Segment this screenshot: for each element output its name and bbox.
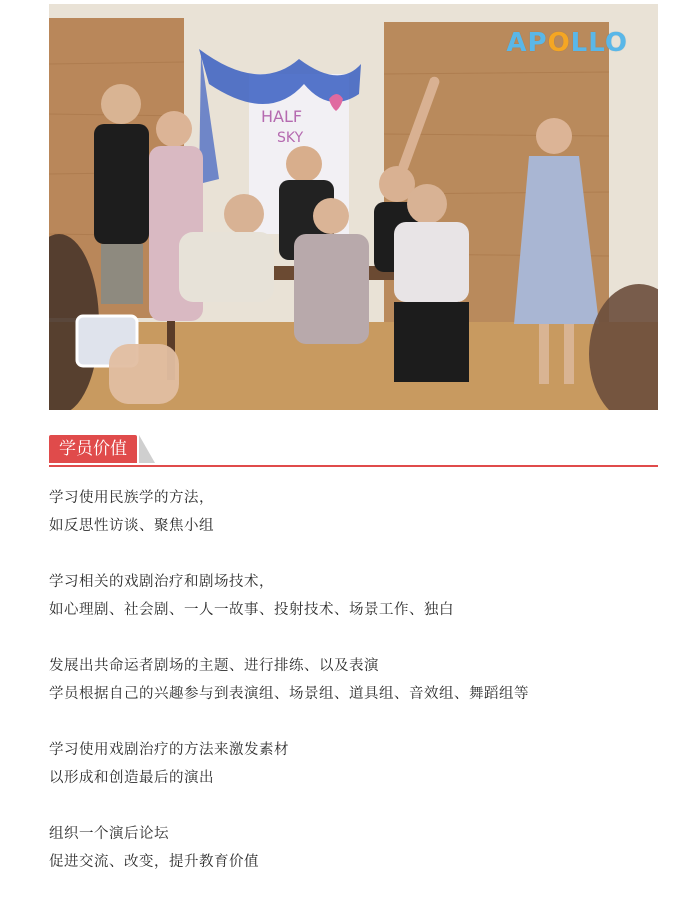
rehearsal-photo [49,4,658,410]
list-item-line: 组织一个演后论坛 [49,826,169,842]
list-item-line: 促进交流、改变，提升教育价值 [49,854,259,870]
section-header [49,435,658,467]
list-item [49,652,669,708]
section-title: 学员价值 [49,435,137,463]
list-item-line: 学员根据自己的兴趣参与到表演组、场景组、道具组、音效组、舞蹈组等 [49,686,529,702]
section-tab-wedge [139,435,155,463]
apollo-logo: APOLLO [506,28,628,58]
list-item-line: 学习使用民族学的方法， [49,490,214,506]
list-item-line: 学习相关的戏剧治疗和剧场技术， [49,574,274,590]
list-item-line: 学习使用戏剧治疗的方法来激发素材 [49,742,289,758]
list-item-line: 如反思性访谈、聚焦小组 [49,518,214,534]
rehearsal-photo-illustration [49,4,658,410]
list-item [49,484,669,540]
list-item-line: 以形成和创造最后的演出 [49,770,214,786]
list-item [49,820,669,876]
content-list [49,484,669,904]
list-item-line: 如心理剧、社会剧、一人一故事、投射技术、场景工作、独白 [49,602,454,618]
list-item [49,736,669,792]
list-item-line: 发展出共命运者剧场的主题、进行排练、以及表演 [49,658,379,674]
sign-text-half: HALF [261,107,303,126]
list-item [49,568,669,624]
sign-text-sky: SKY [277,130,304,146]
